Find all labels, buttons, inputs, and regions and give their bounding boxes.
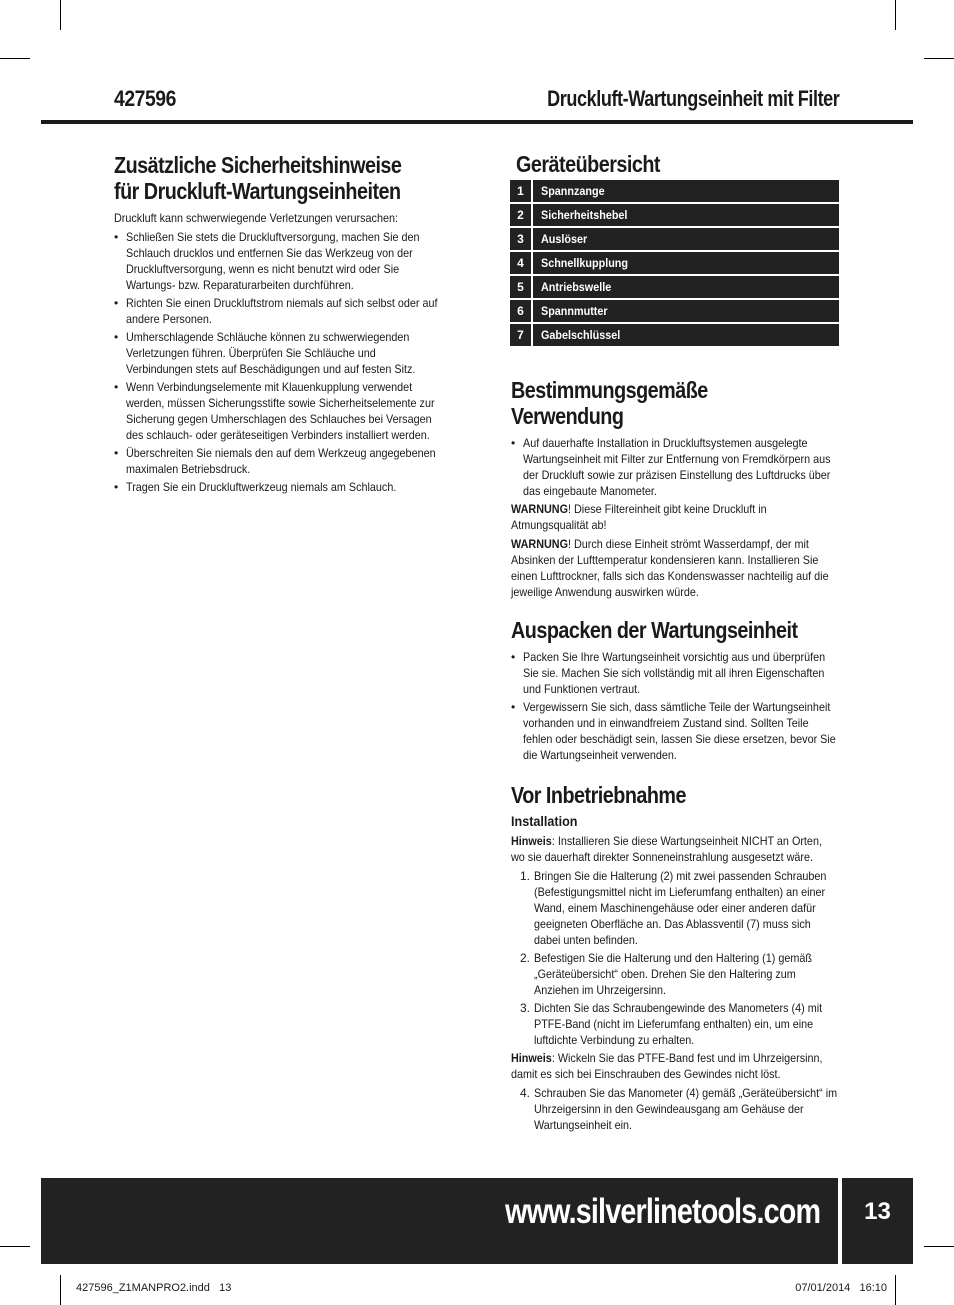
list-item: 4. Schrauben Sie das Manometer (4) gemäß „Geräteübersicht“ im Uhrzeigersinn in den Gewindeausgang am Gehäuse der Wartungseinheit ein. <box>520 1086 838 1132</box>
warning-2: WARNUNG! Durch diese Einheit strömt Wasserdampf, der mit Absinken der Lufttemperatur kondensieren kann. Installieren Sie einen Lufttrockner, falls sich das Kondenswasser nachteilig auf die jeweilige Anwendung auswirken würde. <box>511 537 829 599</box>
print-slug-file: 427596_Z1MANPRO2.indd 13 <box>76 1282 232 1294</box>
safety-heading-line1: Zusätzliche Sicherheitshinweise <box>114 152 402 178</box>
table-row <box>510 180 839 202</box>
crop-mark <box>0 1246 30 1247</box>
safety-list <box>114 229 439 495</box>
part-number: 5 <box>510 276 531 298</box>
crop-mark <box>60 0 61 30</box>
crop-mark <box>0 58 30 59</box>
crop-mark <box>924 1246 954 1247</box>
before-use-heading: Vor Inbetriebnahme <box>511 782 686 808</box>
installation-subheading: Installation <box>511 813 578 829</box>
table-row <box>510 324 839 346</box>
intended-use-list <box>511 435 839 499</box>
parts-table <box>510 180 839 348</box>
list-item: • Richten Sie einen Druckluftstrom niemals auf sich selbst oder auf andere Personen. <box>114 295 439 327</box>
install-steps-continued <box>511 1085 839 1133</box>
intended-use-heading-line1: Bestimmungsgemäße <box>511 377 708 403</box>
part-number: 6 <box>510 300 531 322</box>
page-number: 13 <box>864 1198 891 1225</box>
note-2: Hinweis: Wickeln Sie das PTFE-Band fest und im Uhrzeigersinn, damit es sich bei Einschrauben des Gewindes nicht löst. <box>511 1051 823 1081</box>
safety-intro: Druckluft kann schwerwiegende Verletzungen verursachen: <box>114 211 398 225</box>
part-number: 1 <box>510 180 531 202</box>
list-item: • Schließen Sie stets die Druckluftversorgung, machen Sie den Schlauch drucklos und entfernen Sie das Werkzeug von der Druckluftversorgung, wenn es nicht benutzt wird oder Sie Wartungs- bzw. Reparaturarbeiten durchführen. <box>114 229 439 293</box>
table-row <box>510 204 839 226</box>
part-name: Spannmutter <box>533 300 839 322</box>
part-name: Antriebswelle <box>533 276 839 298</box>
warning-1: WARNUNG! Diese Filtereinheit gibt keine Druckluft in Atmungsqualität ab! <box>511 502 767 532</box>
list-item: 3. Dichten Sie das Schraubengewinde des Manometers (4) mit PTFE-Band (nicht im Lieferumfang enthalten) ein, um eine luftdichte Verbindung zu erhalten. <box>520 1001 823 1047</box>
crop-mark <box>924 58 954 59</box>
part-number: 4 <box>510 252 531 274</box>
intended-use-section <box>511 377 839 1135</box>
crop-mark <box>60 1275 61 1305</box>
part-name: Spannzange <box>533 180 839 202</box>
part-number: 2 <box>510 204 531 226</box>
list-item: • Vergewissern Sie sich, dass sämtliche Teile der Wartungseinheit vorhanden und in einwandfreiem Zustand sind. Sollten Teile fehlen oder beschädigt sein, lassen Sie diese ersetzen, bevor Sie die Wartungseinheit verwenden. <box>511 699 839 763</box>
unpacking-heading: Auspacken der Wartungseinheit <box>511 617 798 643</box>
crop-mark <box>895 0 896 30</box>
list-item: • Packen Sie Ihre Wartungseinheit vorsichtig aus und überprüfen Sie sie. Machen Sie sich vollständig mit all ihren Eigenschaften und Funktionen vertraut. <box>511 649 839 697</box>
part-name: Gabelschlüssel <box>533 324 839 346</box>
product-code: 427596 <box>114 86 176 111</box>
safety-section <box>114 152 439 497</box>
list-item: • Wenn Verbindungselemente mit Klauenkupplung verwendet werden, müssen Sicherungsstifte sowie Sicherheitselemente zur Sicherung gegen Umherschlagen des Schlauches bei Versagen des schlauch- oder geräteseitigen Verbinders installiert werden. <box>114 379 439 443</box>
page-number-box <box>842 1178 913 1264</box>
part-number: 7 <box>510 324 531 346</box>
table-row <box>510 276 839 298</box>
safety-heading-line2: für Druckluft-Wartungseinheiten <box>114 178 401 204</box>
crop-mark <box>895 1275 896 1305</box>
list-item: • Auf dauerhafte Installation in Druckluftsystemen ausgelegte Wartungseinheit mit Filter zur Entfernung von Fremdkörpern aus der Druckluft sowie zur präzisen Einstellung des Luftdrucks über das eingebaute Manometer. <box>511 435 839 499</box>
table-row <box>510 252 839 274</box>
list-item: • Umherschlagende Schläuche können zu schwerwiegenden Verletzungen führen. Überprüfen Sie Schläuche und Verbindungen stets auf Beschädigungen und auf festen Sitz. <box>114 329 439 377</box>
note-1: Hinweis: Installieren Sie diese Wartungseinheit NICHT an Orten, wo sie dauerhaft direkter Sonneneinstrahlung ausgesetzt wäre. <box>511 834 822 864</box>
install-steps <box>511 868 839 1048</box>
page-title: Druckluft-Wartungseinheit mit Filter <box>546 86 839 111</box>
unpacking-list <box>511 649 839 763</box>
part-number: 3 <box>510 228 531 250</box>
table-row <box>510 228 839 250</box>
list-item: • Überschreiten Sie niemals den auf dem Werkzeug angegebenen maximalen Betriebsdruck. <box>114 445 439 477</box>
table-row <box>510 300 839 322</box>
footer-bar <box>41 1178 838 1264</box>
print-slug-date: 07/01/2014 16:10 <box>795 1282 887 1294</box>
list-item: 2. Befestigen Sie die Halterung und den Haltering (1) gemäß „Geräteübersicht“ oben. Drehen Sie den Haltering zum Anziehen im Uhrzeigersinn. <box>520 951 812 997</box>
overview-heading: Geräteübersicht <box>516 151 660 177</box>
list-item: • Tragen Sie ein Druckluftwerkzeug niemals am Schlauch. <box>114 479 439 495</box>
part-name: Auslöser <box>533 228 839 250</box>
part-name: Sicherheitshebel <box>533 204 839 226</box>
part-name: Schnellkupplung <box>533 252 839 274</box>
website-link[interactable]: www.silverlinetools.com <box>504 1192 820 1231</box>
list-item: 1. Bringen Sie die Halterung (2) mit zwei passenden Schrauben (Befestigungsmittel nicht im Lieferumfang enthalten) an einer Wand, einem Maschinengehäuse oder einer anderen dafür geeigneten Oberfläche an. Das Ablassventil (7) muss sich dabei unten befinden. <box>520 869 827 947</box>
intended-use-heading-line2: Verwendung <box>511 403 624 429</box>
header-rule <box>41 120 913 124</box>
